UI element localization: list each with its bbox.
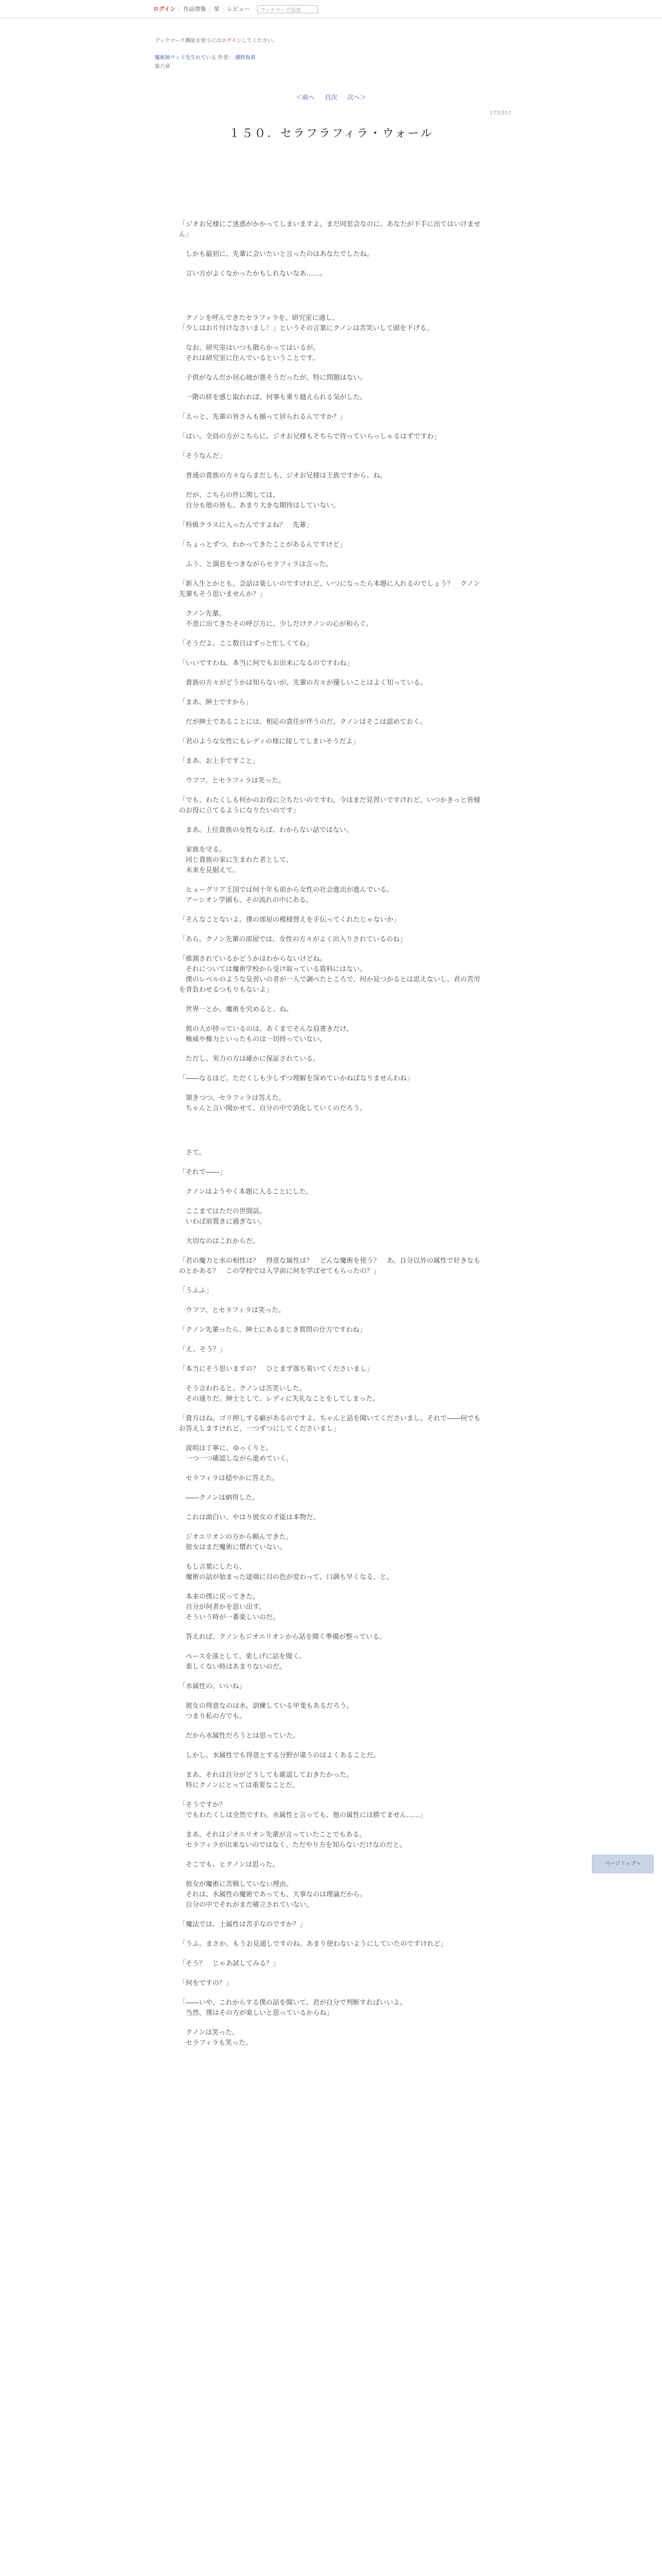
toc-link[interactable]: 目次 xyxy=(324,94,337,101)
body-paragraph: 「そう？ じゃあ試してみる？」 xyxy=(179,1960,280,1968)
body-paragraph: さて。 xyxy=(179,1149,206,1157)
body-paragraph: 「そんなことないよ。僕の部屋の模様替えを手伝ってくれたじゃないか」 xyxy=(179,916,401,924)
body-paragraph: しかも最初に、先輩に会いたいと言ったのはあなたでしたね。 xyxy=(179,250,374,258)
body-paragraph: 「うふ。まさか、もうお見通しですのね。あまり使わないようにしていたのですけれど」 xyxy=(179,1940,448,1948)
body-paragraph: 「うふふ」 xyxy=(179,1287,213,1295)
body-paragraph: 「いいですわね。本当に何でもお出来になるのですわね」 xyxy=(179,659,354,667)
body-paragraph: ウフフ、とセラフィラは笑った。 xyxy=(179,777,285,785)
body-paragraph: 「そうなんだ」 xyxy=(179,452,226,460)
bookmark-add-button[interactable]: ブックマーク追加 xyxy=(257,5,318,13)
body-paragraph: そう言われると、クノンは苦笑いした。 その通りだ。紳士として、レディに失礼なことをしてしまった。 xyxy=(186,1385,379,1403)
body-paragraph: 「君の魔力と水の相性は？ 得意な属性は？ どんな魔術を使う？ あ、自分以外の属性で好きなものとかある？ この学校では入学前に何を学ばせてもらったの？」 xyxy=(179,1257,481,1275)
body-paragraph: クノンはようやく本題に入ることにした。 xyxy=(179,1188,313,1196)
body-paragraph: 「水属性の、いいね」 xyxy=(179,1683,246,1690)
global-nav xyxy=(150,5,318,13)
body-paragraph: 「魔法では、土属性は苦手なのですか？」 xyxy=(179,1921,307,1928)
site-header xyxy=(0,0,662,18)
body-paragraph: ただし、実力の方は確かに保証されている。 xyxy=(179,1055,320,1063)
body-paragraph: 家族を守る。 同じ貴族の家に生まれた者として、 未来を見据えて。 xyxy=(186,846,293,874)
body-paragraph: もし言葉にしたら、 魔術の話が始まった途端に目の色が変わって、口調も早くなる、と。 xyxy=(186,1563,393,1581)
body-paragraph: 「え、そう？」 xyxy=(179,1346,226,1353)
body-paragraph: セラフィラは穏やかに答えた。 xyxy=(179,1475,279,1482)
author-link[interactable]: 潮野海黄 xyxy=(235,55,256,61)
body-paragraph: だから水属性だろうとは思っていた。 xyxy=(179,1732,300,1740)
body-paragraph xyxy=(179,1123,483,1148)
body-paragraph: 「――いや、これからする僕の話を聞いて、君が自分で判断すればいいよ。 当然、僕はその方が楽しいと思っているからね」 xyxy=(179,1999,407,2017)
body-paragraph: ――クノンは納得した。 xyxy=(179,1494,259,1502)
novel-info xyxy=(155,54,256,71)
body-paragraph: 説明は丁寧に、ゆっくりと。 一つ一つ確認しながら進めていく。 xyxy=(186,1445,293,1463)
body-paragraph: まあ、それは自分がどうしても確認しておきたかった。 特にクノンにとっては重要なことだ。 xyxy=(186,1771,353,1789)
body-paragraph: しかし、水属性でも得意とする分野が違うのはよくあることだ。 xyxy=(179,1752,380,1759)
body-paragraph: 彼女の得意なのは水。訓練している甲斐もあるだろう。 つまり私の方でも。 xyxy=(186,1702,354,1720)
works-info-link[interactable]: 作品情報 xyxy=(179,6,209,13)
body-paragraph: まあ、上位貴族の女性ならば、わからない話ではない。 xyxy=(179,826,353,834)
body-paragraph: 「貴方はね。ゴリ押しする癖があるのですよ。ちゃんと話を聞いてくださいまし。それで――何でもお答えしますけれど、一つずつにしてくださいまし」 xyxy=(179,1415,481,1433)
body-paragraph: そこでも、ヒクノンは思った。 xyxy=(179,1861,279,1869)
body-paragraph: 「でも、わたくしも何かのお役に立ちたいのですわ。今はまだ見習いですけれど、いつかきっと皆様のお役に立てるようになりたいのです」 xyxy=(179,796,481,815)
body-paragraph: 言い方がよくなかったかもしれないなあ……。 xyxy=(179,270,327,278)
author-label: 作者： xyxy=(218,55,234,61)
body-paragraph: まあ、それはジオエリオン先輩が言っていたことでもある。 セラフィラが出来ないのではなく、ただやり方を知らないだけなのだと。 xyxy=(186,1831,406,1849)
body-paragraph: 「えっと、先輩の皆さんも揃って居られるんですか？」 xyxy=(179,413,347,421)
body-paragraph: クノンは笑った。 セラフィラも笑った。 xyxy=(186,2029,252,2047)
body-paragraph: 子供がなんだか居心地が悪そうだったが、特に問題はない。 xyxy=(179,374,367,382)
body-paragraph: 「本当にそう思いますの？ ひとまず落ち着いてくださいまし」 xyxy=(179,1365,374,1373)
review-link[interactable]: レビュー xyxy=(223,6,253,13)
episode-title: １５０．セラフラフィラ・ウォール xyxy=(228,127,434,140)
body-paragraph: 本来の僕に戻ってきた。 自分が何者かを思い出す。 そういう時が一番楽しいのだ。 xyxy=(186,1593,280,1621)
next-link[interactable]: 次へ＞ xyxy=(347,94,366,101)
body-paragraph: 「ちょっとずつ、わかってきたことがあるんですけど」 xyxy=(179,541,346,549)
body-paragraph: 「まあ、紳士ですから」 xyxy=(179,699,253,706)
body-paragraph: 大切なのはこれからだ。 xyxy=(179,1238,260,1245)
body-paragraph: 「あら。クノン先輩の部屋では、女性の方々がよく出入りされているのね」 xyxy=(179,936,407,943)
body-paragraph: クノン先輩。 不意に出てきたその呼び方に、少しだけクノンの心が和らぐ。 xyxy=(186,610,373,628)
body-paragraph: これは面白い。やはり彼女の才能は本物だ。 xyxy=(179,1514,320,1521)
novel-body xyxy=(179,219,483,2058)
body-paragraph: 「何をですの？」 xyxy=(179,1979,233,1987)
body-paragraph: 「まあ、お上手ですこと」 xyxy=(179,757,259,765)
notice-login-link[interactable]: ログイン xyxy=(221,38,242,44)
body-paragraph: 「ジオお兄様にご迷惑がかかってしまいますよ。まだ同窓会なのに、あなたが下手に出てはいけません」 xyxy=(179,221,481,239)
body-paragraph: ペースを落として、楽しげに話を聞く。 楽しくない時はあまりないのだ。 xyxy=(186,1653,306,1671)
body-paragraph: 「推測されているかどうかはわからないけどね。 それについては魔術学校から受け取っている資料にはない。 僕のレベルのような見習いの者が一人で調べたところで、何か見つかるとは思えないし、君の苦労を背負わせるつもりもないよ」 xyxy=(179,955,481,994)
page-top-button[interactable]: ページトップへ xyxy=(592,1855,654,1873)
body-paragraph: クノンを呼んできたセラフィラを、研究室に通し、 「少しはお片付けなさいまし！」というその言葉にクノンは苦笑いして頭を下げる。 xyxy=(179,314,434,332)
body-paragraph: ウフフ、とセラフィラは笑った。 xyxy=(179,1307,285,1314)
body-paragraph: 彼の人が持っているのは、あくまでそんな肩書きだけ。 権威や権力といったものは一切持っていない。 xyxy=(186,1025,353,1043)
body-paragraph: なお、研究室はいつも散らかってはいるが。 それは研究室に住んでいるということです。 xyxy=(186,344,320,362)
body-paragraph: ふう、と溜息をつきながらセラフィラは言った。 xyxy=(179,561,333,568)
notice-prefix: ブックマーク機能を使うには xyxy=(155,38,222,44)
body-paragraph: だが紳士であることには、相応の責任が伴うのだ。クノンはそこは認めておく。 xyxy=(179,718,426,726)
chapter-name: 第六章 xyxy=(155,64,170,70)
body-paragraph: 貴族の方々がどうかは知らないが、先輩の方々が優しいことはよく知っている。 xyxy=(179,679,427,687)
body-paragraph: 「――なるほど。ただくしも少しずつ理解を深めていかねばなりませんわね」 xyxy=(179,1075,414,1082)
body-paragraph: 彼女が魔術に苦戦していない理由。 それは、水属性の魔術であっても、大事なのは理論だから。 自分の中でそれがまだ確立されていない。 xyxy=(186,1880,367,1909)
body-paragraph xyxy=(179,289,483,313)
body-paragraph: ヒューグリア王国では何十年も前から女性の社会進出が進んでいる。 アーシオン学園も、その流れの中にある。 xyxy=(186,886,394,904)
body-paragraph: 「クノン先輩ったら、紳士にあるまじき質問の仕方ですわね」 xyxy=(179,1326,367,1334)
body-paragraph: 「はい。全員の方がこちらに。ジオお兄様もそちらで待っていらっしゃるはずですわ」 xyxy=(179,433,441,440)
body-paragraph: ここまではただの世間話。 いわば前置きに過ぎない。 xyxy=(186,1208,267,1226)
prev-link[interactable]: ＜前へ xyxy=(296,94,315,101)
login-link[interactable]: ログイン xyxy=(153,6,176,12)
body-paragraph: ジオエリオンの方から頼んできた。 彼女はまだ魔術に慣れていない。 xyxy=(186,1533,293,1551)
body-paragraph: 「君のような女性にもレディの様に接してしまいそうだよ」 xyxy=(179,738,359,745)
body-paragraph: 世界一とか、魔術を究めると、ね。 xyxy=(179,1006,293,1013)
body-paragraph: 「そうですか？ でもわたくしは全然ですわ。水属性と言っても、他の属性には勝てません……」 xyxy=(179,1801,427,1819)
body-paragraph: 「それで――」 xyxy=(179,1168,226,1176)
body-paragraph: 「新入生とかとも、会話は楽しいのですけれど、いつになったら本題に入れるのでしょう？ クノン先輩もそう思いませんか？」 xyxy=(179,580,481,598)
novel-title-link[interactable]: 魔術師ウィリ先生れている xyxy=(155,55,217,61)
body-paragraph: 「そうだよ。ここ数日はずっと忙しくてね」 xyxy=(179,640,313,648)
body-paragraph: 答えれば、クノンもジオエリオンから話を聞く準備が整っている。 xyxy=(179,1633,386,1641)
login-notice xyxy=(155,36,278,44)
notice-suffix: してください。 xyxy=(241,38,278,44)
body-paragraph: だが、こちらの件に関しては、 自分も他の皆も、あまり大きな期待はしていない。 xyxy=(186,492,340,510)
body-paragraph: 「特級クラスに入ったんですよね？ 先輩」 xyxy=(179,521,313,529)
body-paragraph: 普通の貴族の方々ならまだしも、ジオお兄様は王族ですから、ね。 xyxy=(179,472,387,480)
top-pager xyxy=(0,93,662,101)
body-paragraph: 一階の絆を感じ取れれば、何事も乗り越えられる気がした。 xyxy=(179,394,367,401)
body-paragraph: 頷きつつ、セラフィラは答えた。 ちゃんと言い聞かせて、自分の中で消化していくのだろう。 xyxy=(186,1094,367,1112)
bookmark-link[interactable]: 栞 xyxy=(209,6,223,13)
page-number: 172/317 xyxy=(490,110,511,116)
